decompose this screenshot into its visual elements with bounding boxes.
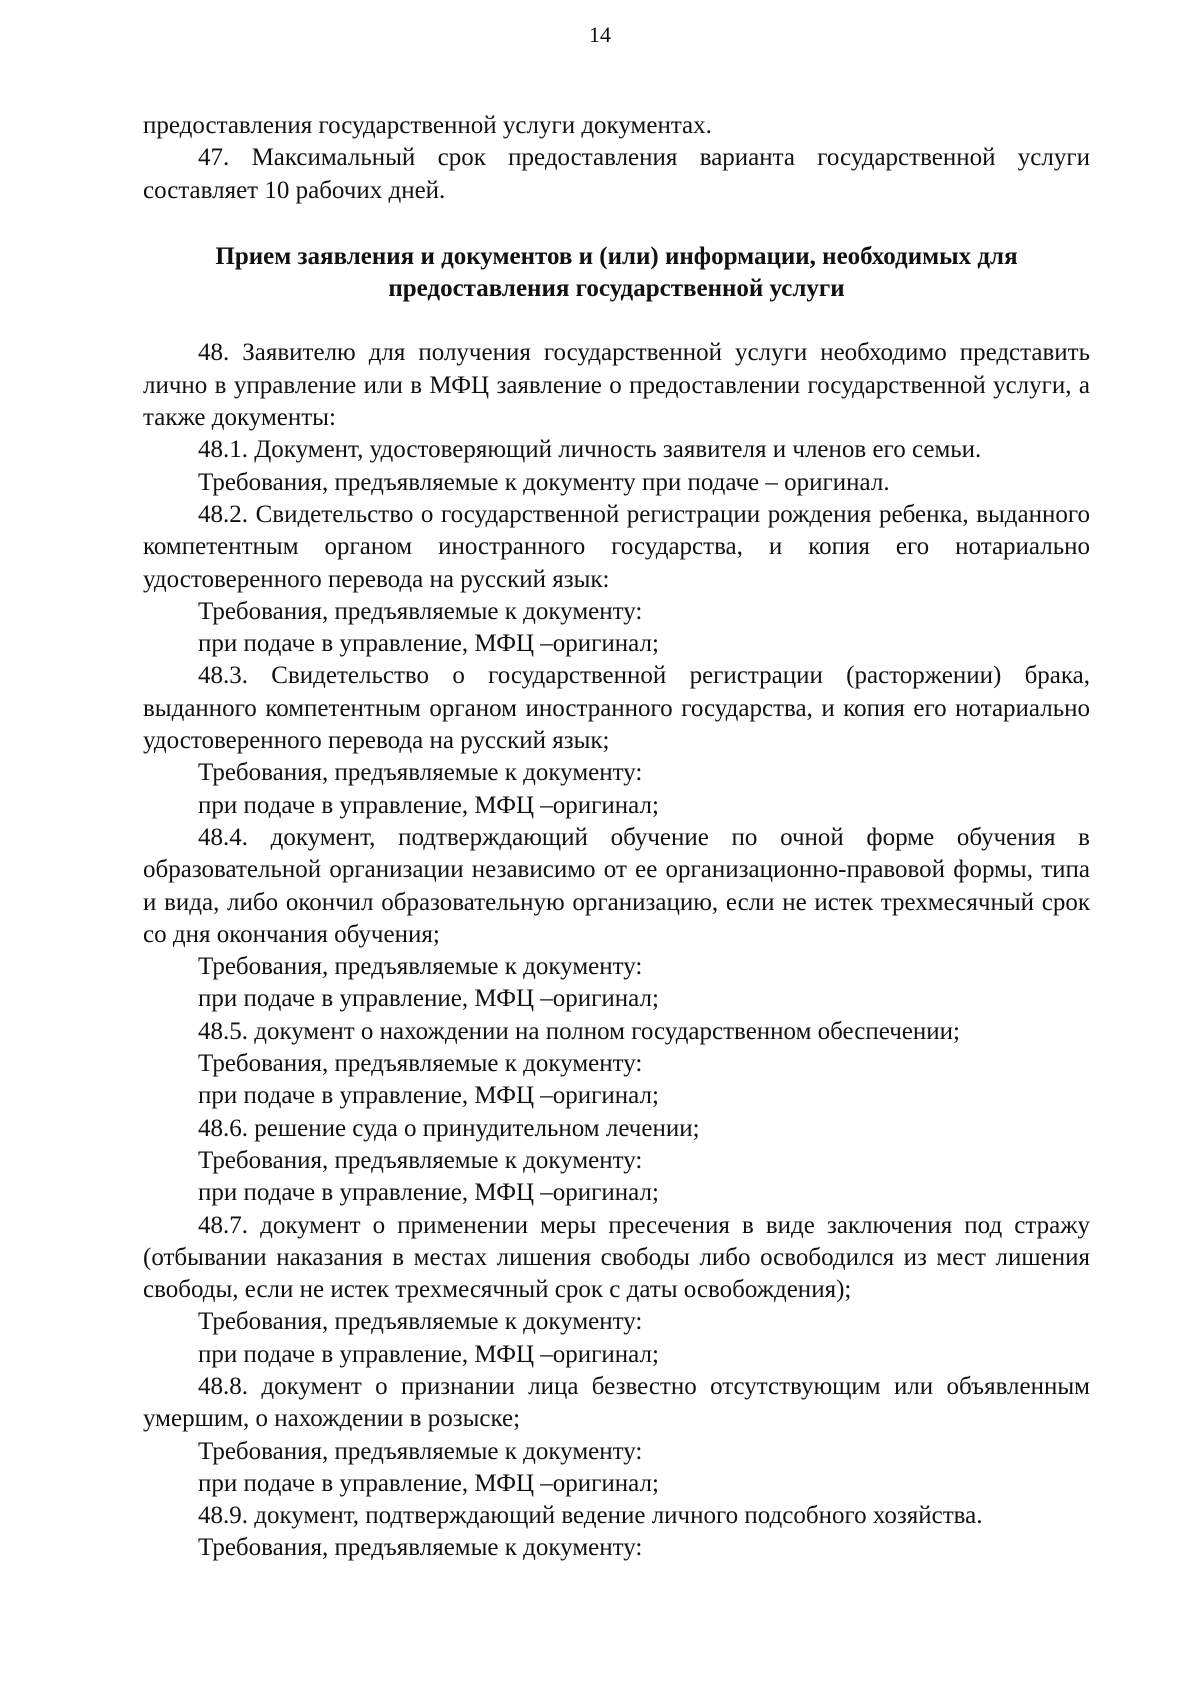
paragraph-48-8: 48.8. документ о признании лица безвестно отсутствующим или объявленным умершим, о нахождении в розыске;: [143, 1372, 1090, 1433]
requirements-line: Требования, предъявляемые к документу:: [198, 1050, 643, 1078]
submission-line: при подаче в управление, МФЦ –оригинал;: [198, 1340, 659, 1368]
submission-line: при подаче в управление, МФЦ –оригинал;: [198, 985, 659, 1013]
section-heading: Прием заявления и документов и (или) информации, необходимых для предоставления государственной услуги: [215, 242, 1018, 303]
document-body: [143, 110, 1090, 1565]
paragraph-48-4: 48.4. документ, подтверждающий обучение по очной форме обучения в образовательной организации независимо от ее организационно-правовой формы, типа и вида, либо окончил образовательную организацию, если не истек трехмесячный срок со дня окончания обучения;: [143, 823, 1090, 948]
submission-line: при подаче в управление, МФЦ –оригинал;: [198, 1469, 659, 1497]
paragraph-48-3: 48.3. Свидетельство о государственной регистрации (расторжении) брака, выданного компетентным органом иностранного государства, и копия его нотариально удостоверенного перевода на русский язык;: [143, 662, 1090, 755]
requirements-line: Требования, предъявляемые к документу при подаче – оригинал.: [198, 468, 890, 496]
paragraph-48-7: 48.7. документ о применении меры пресечения в виде заключения под стражу (отбывании наказания в местах лишения свободы либо освободился из мест лишения свободы, если не истек трехмесячный срок с даты освобождения);: [143, 1211, 1090, 1304]
page-number: 14: [589, 22, 611, 47]
requirements-line: Требования, предъявляемые к документу:: [198, 1534, 643, 1562]
paragraph-48-5: 48.5. документ о нахождении на полном государственном обеспечении;: [198, 1017, 960, 1045]
requirements-line: Требования, предъявляемые к документу:: [198, 1437, 643, 1465]
paragraph-48-6: 48.6. решение суда о принудительном лечении;: [198, 1114, 700, 1142]
paragraph-47: 47. Максимальный срок предоставления варианта государственной услуги составляет 10 рабочих дней.: [143, 144, 1090, 204]
paragraph-48-9: 48.9. документ, подтверждающий ведение личного подсобного хозяйства.: [198, 1502, 983, 1530]
requirements-line: Требования, предъявляемые к документу:: [198, 1308, 643, 1336]
paragraph-48-2: 48.2. Свидетельство о государственной регистрации рождения ребенка, выданного компетентным органом иностранного государства, и копия его нотариально удостоверенного перевода на русский язык:: [143, 500, 1090, 593]
paragraph-continuation: предоставления государственной услуги документах.: [143, 112, 712, 139]
requirements-line: Требования, предъявляемые к документу:: [198, 597, 643, 625]
submission-line: при подаче в управление, МФЦ –оригинал;: [198, 1179, 659, 1207]
requirements-line: Требования, предъявляемые к документу:: [198, 953, 643, 981]
paragraph-48-1: 48.1. Документ, удостоверяющий личность заявителя и членов его семьи.: [198, 436, 982, 464]
submission-line: при подаче в управление, МФЦ –оригинал;: [198, 791, 659, 819]
submission-line: при подаче в управление, МФЦ –оригинал;: [198, 1082, 659, 1110]
paragraph-48: 48. Заявителю для получения государственной услуги необходимо представить лично в управление или в МФЦ заявление о предоставлении государственной услуги, а также документы:: [143, 339, 1090, 432]
requirements-line: Требования, предъявляемые к документу:: [198, 1146, 643, 1174]
requirements-line: Требования, предъявляемые к документу:: [198, 759, 643, 787]
submission-line: при подаче в управление, МФЦ –оригинал;: [198, 630, 659, 658]
